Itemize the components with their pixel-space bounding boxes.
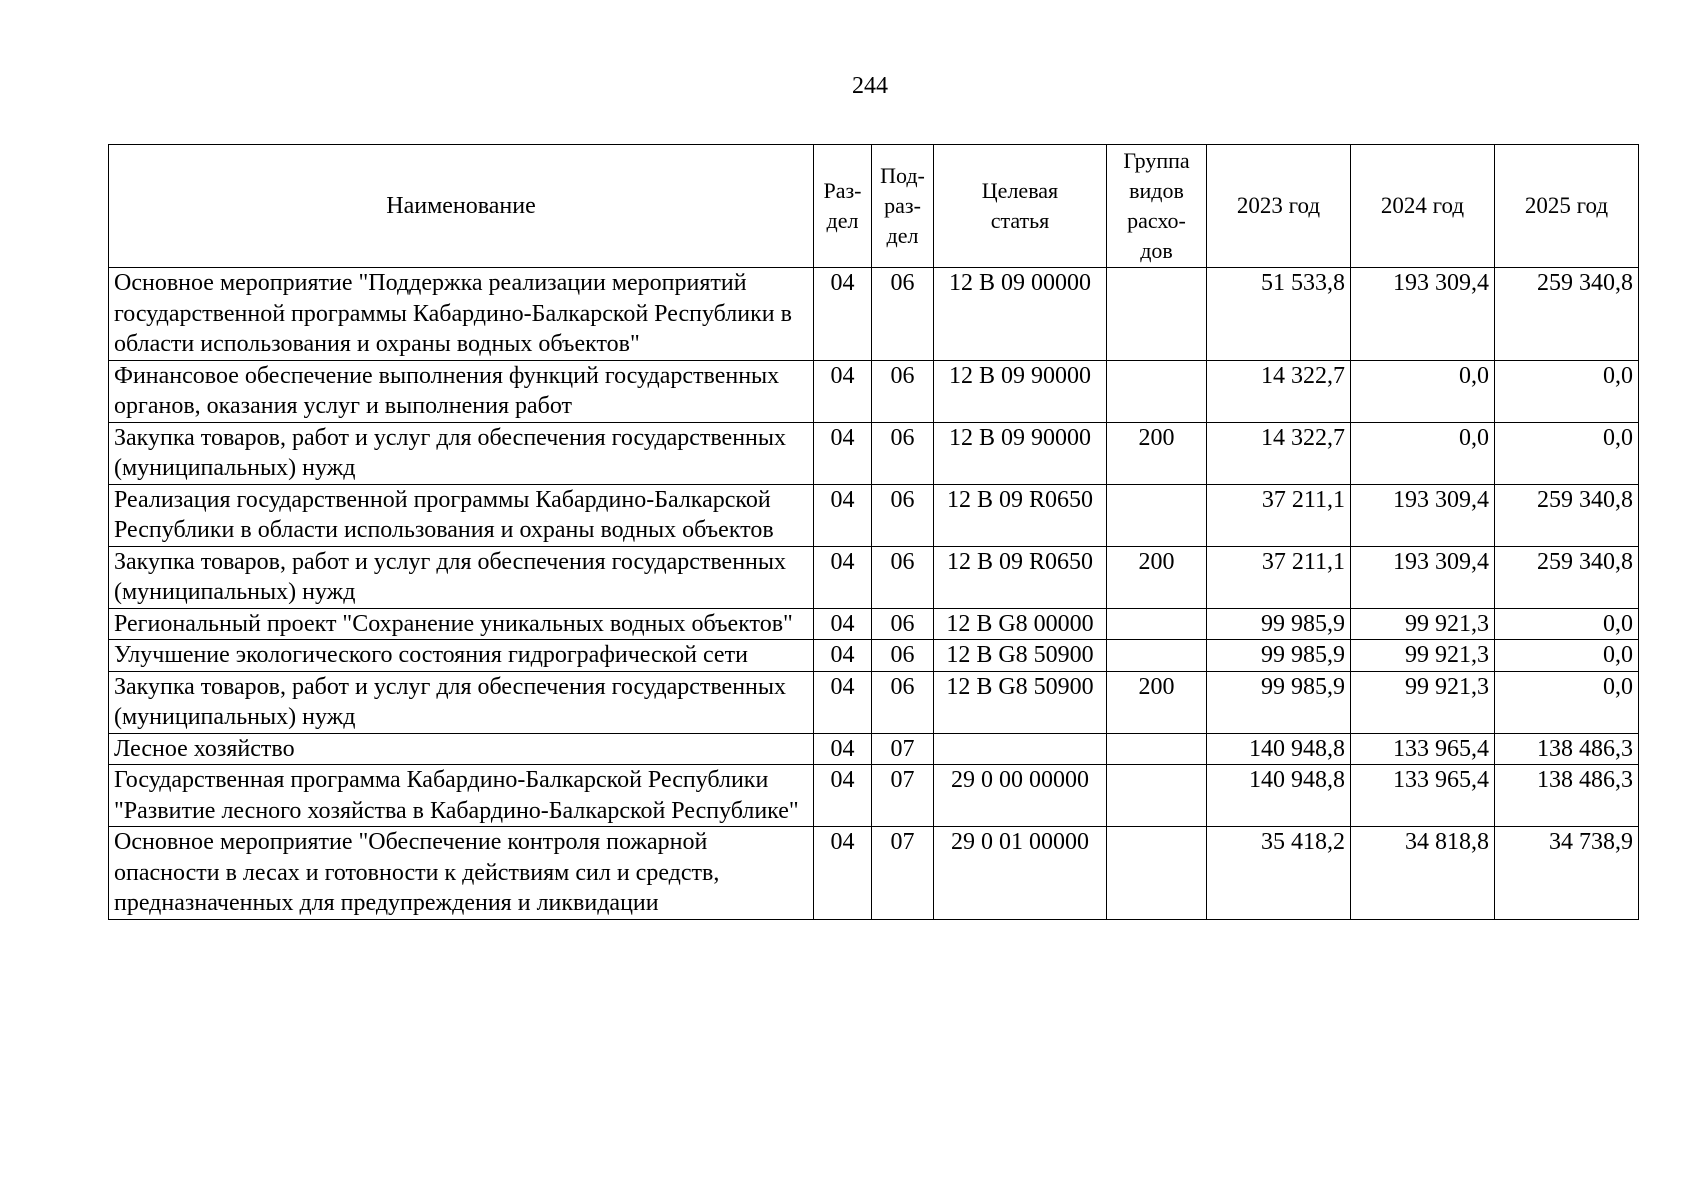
cell-target: 12 В 09 90000 (934, 360, 1107, 422)
cell-target: 12 В G8 50900 (934, 671, 1107, 733)
cell-razdel: 04 (814, 765, 872, 827)
cell-podrazdel: 06 (872, 671, 934, 733)
cell-podrazdel: 06 (872, 608, 934, 640)
cell-group (1107, 360, 1207, 422)
cell-razdel: 04 (814, 422, 872, 484)
cell-2024: 0,0 (1351, 360, 1495, 422)
cell-razdel: 04 (814, 608, 872, 640)
cell-group (1107, 484, 1207, 546)
table-row (109, 640, 1639, 672)
cell-2023: 99 985,9 (1207, 640, 1351, 672)
table-row (109, 360, 1639, 422)
cell-2025: 259 340,8 (1495, 484, 1639, 546)
cell-podrazdel: 06 (872, 546, 934, 608)
cell-2024: 0,0 (1351, 422, 1495, 484)
cell-2024: 193 309,4 (1351, 268, 1495, 361)
cell-name: Финансовое обеспечение выполнения функций государственных органов, оказания услуг и выполнения работ (109, 360, 814, 422)
cell-target: 12 В 09 00000 (934, 268, 1107, 361)
cell-2025: 138 486,3 (1495, 733, 1639, 765)
cell-target: 12 В G8 00000 (934, 608, 1107, 640)
cell-group (1107, 640, 1207, 672)
header-group: Группа видов расхо- дов (1107, 145, 1207, 268)
cell-razdel: 04 (814, 268, 872, 361)
table-row (109, 268, 1639, 361)
cell-2025: 0,0 (1495, 360, 1639, 422)
cell-2024: 193 309,4 (1351, 484, 1495, 546)
cell-2025: 34 738,9 (1495, 827, 1639, 920)
cell-2025: 0,0 (1495, 671, 1639, 733)
cell-2024: 133 965,4 (1351, 765, 1495, 827)
header-target: Целевая статья (934, 145, 1107, 268)
table-row (109, 484, 1639, 546)
cell-razdel: 04 (814, 671, 872, 733)
cell-podrazdel: 06 (872, 360, 934, 422)
cell-podrazdel: 07 (872, 827, 934, 920)
table-row (109, 827, 1639, 920)
cell-2023: 99 985,9 (1207, 671, 1351, 733)
cell-name: Закупка товаров, работ и услуг для обеспечения государственных (муниципальных) нужд (109, 422, 814, 484)
cell-name: Закупка товаров, работ и услуг для обеспечения государственных (муниципальных) нужд (109, 546, 814, 608)
cell-razdel: 04 (814, 546, 872, 608)
header-2024: 2024 год (1351, 145, 1495, 268)
cell-podrazdel: 07 (872, 765, 934, 827)
cell-razdel: 04 (814, 827, 872, 920)
header-podrazdel: Под- раз- дел (872, 145, 934, 268)
cell-2023: 51 533,8 (1207, 268, 1351, 361)
cell-2024: 133 965,4 (1351, 733, 1495, 765)
cell-2025: 259 340,8 (1495, 546, 1639, 608)
table-row (109, 671, 1639, 733)
cell-name: Лесное хозяйство (109, 733, 814, 765)
cell-group (1107, 608, 1207, 640)
cell-2023: 140 948,8 (1207, 733, 1351, 765)
cell-2023: 99 985,9 (1207, 608, 1351, 640)
table-header-row (109, 145, 1639, 268)
header-2023: 2023 год (1207, 145, 1351, 268)
cell-name: Государственная программа Кабардино-Балкарской Республики "Развитие лесного хозяйства в Кабардино-Балкарской Республике" (109, 765, 814, 827)
cell-target: 12 В 09 90000 (934, 422, 1107, 484)
cell-group: 200 (1107, 546, 1207, 608)
cell-razdel: 04 (814, 484, 872, 546)
cell-2024: 193 309,4 (1351, 546, 1495, 608)
cell-group (1107, 268, 1207, 361)
table-body (109, 268, 1639, 920)
table-row (109, 422, 1639, 484)
cell-podrazdel: 06 (872, 422, 934, 484)
cell-target: 12 В G8 50900 (934, 640, 1107, 672)
cell-2025: 0,0 (1495, 640, 1639, 672)
page-number: 244 (852, 73, 888, 99)
cell-2024: 99 921,3 (1351, 640, 1495, 672)
table-row (109, 608, 1639, 640)
cell-target (934, 733, 1107, 765)
cell-2023: 35 418,2 (1207, 827, 1351, 920)
cell-name: Реализация государственной программы Кабардино-Балкарской Республики в области использования и охраны водных объектов (109, 484, 814, 546)
cell-2024: 99 921,3 (1351, 608, 1495, 640)
cell-2024: 34 818,8 (1351, 827, 1495, 920)
cell-target: 29 0 00 00000 (934, 765, 1107, 827)
cell-group (1107, 765, 1207, 827)
cell-group: 200 (1107, 671, 1207, 733)
cell-2025: 259 340,8 (1495, 268, 1639, 361)
table-row (109, 765, 1639, 827)
table-row (109, 733, 1639, 765)
cell-name: Закупка товаров, работ и услуг для обеспечения государственных (муниципальных) нужд (109, 671, 814, 733)
cell-name: Основное мероприятие "Поддержка реализации мероприятий государственной программы Кабардино-Балкарской Республики в области использования и охраны водных объектов" (109, 268, 814, 361)
cell-razdel: 04 (814, 360, 872, 422)
cell-2025: 0,0 (1495, 422, 1639, 484)
cell-razdel: 04 (814, 733, 872, 765)
cell-name: Основное мероприятие "Обеспечение контроля пожарной опасности в лесах и готовности к действиям сил и средств, предназначенных для предупреждения и ликвидации (109, 827, 814, 920)
cell-podrazdel: 06 (872, 484, 934, 546)
header-razdel: Раз- дел (814, 145, 872, 268)
cell-2024: 99 921,3 (1351, 671, 1495, 733)
cell-2023: 14 322,7 (1207, 360, 1351, 422)
table-row (109, 546, 1639, 608)
cell-razdel: 04 (814, 640, 872, 672)
cell-2023: 14 322,7 (1207, 422, 1351, 484)
header-name: Наименование (109, 145, 814, 268)
cell-2023: 140 948,8 (1207, 765, 1351, 827)
cell-2025: 138 486,3 (1495, 765, 1639, 827)
cell-name: Региональный проект "Сохранение уникальных водных объектов" (109, 608, 814, 640)
cell-group: 200 (1107, 422, 1207, 484)
cell-podrazdel: 06 (872, 640, 934, 672)
budget-table (108, 144, 1639, 920)
cell-2025: 0,0 (1495, 608, 1639, 640)
cell-group (1107, 733, 1207, 765)
cell-target: 12 В 09 R0650 (934, 546, 1107, 608)
cell-podrazdel: 06 (872, 268, 934, 361)
cell-2023: 37 211,1 (1207, 484, 1351, 546)
cell-target: 12 В 09 R0650 (934, 484, 1107, 546)
cell-2023: 37 211,1 (1207, 546, 1351, 608)
cell-podrazdel: 07 (872, 733, 934, 765)
cell-name: Улучшение экологического состояния гидрографической сети (109, 640, 814, 672)
cell-target: 29 0 01 00000 (934, 827, 1107, 920)
header-2025: 2025 год (1495, 145, 1639, 268)
cell-group (1107, 827, 1207, 920)
